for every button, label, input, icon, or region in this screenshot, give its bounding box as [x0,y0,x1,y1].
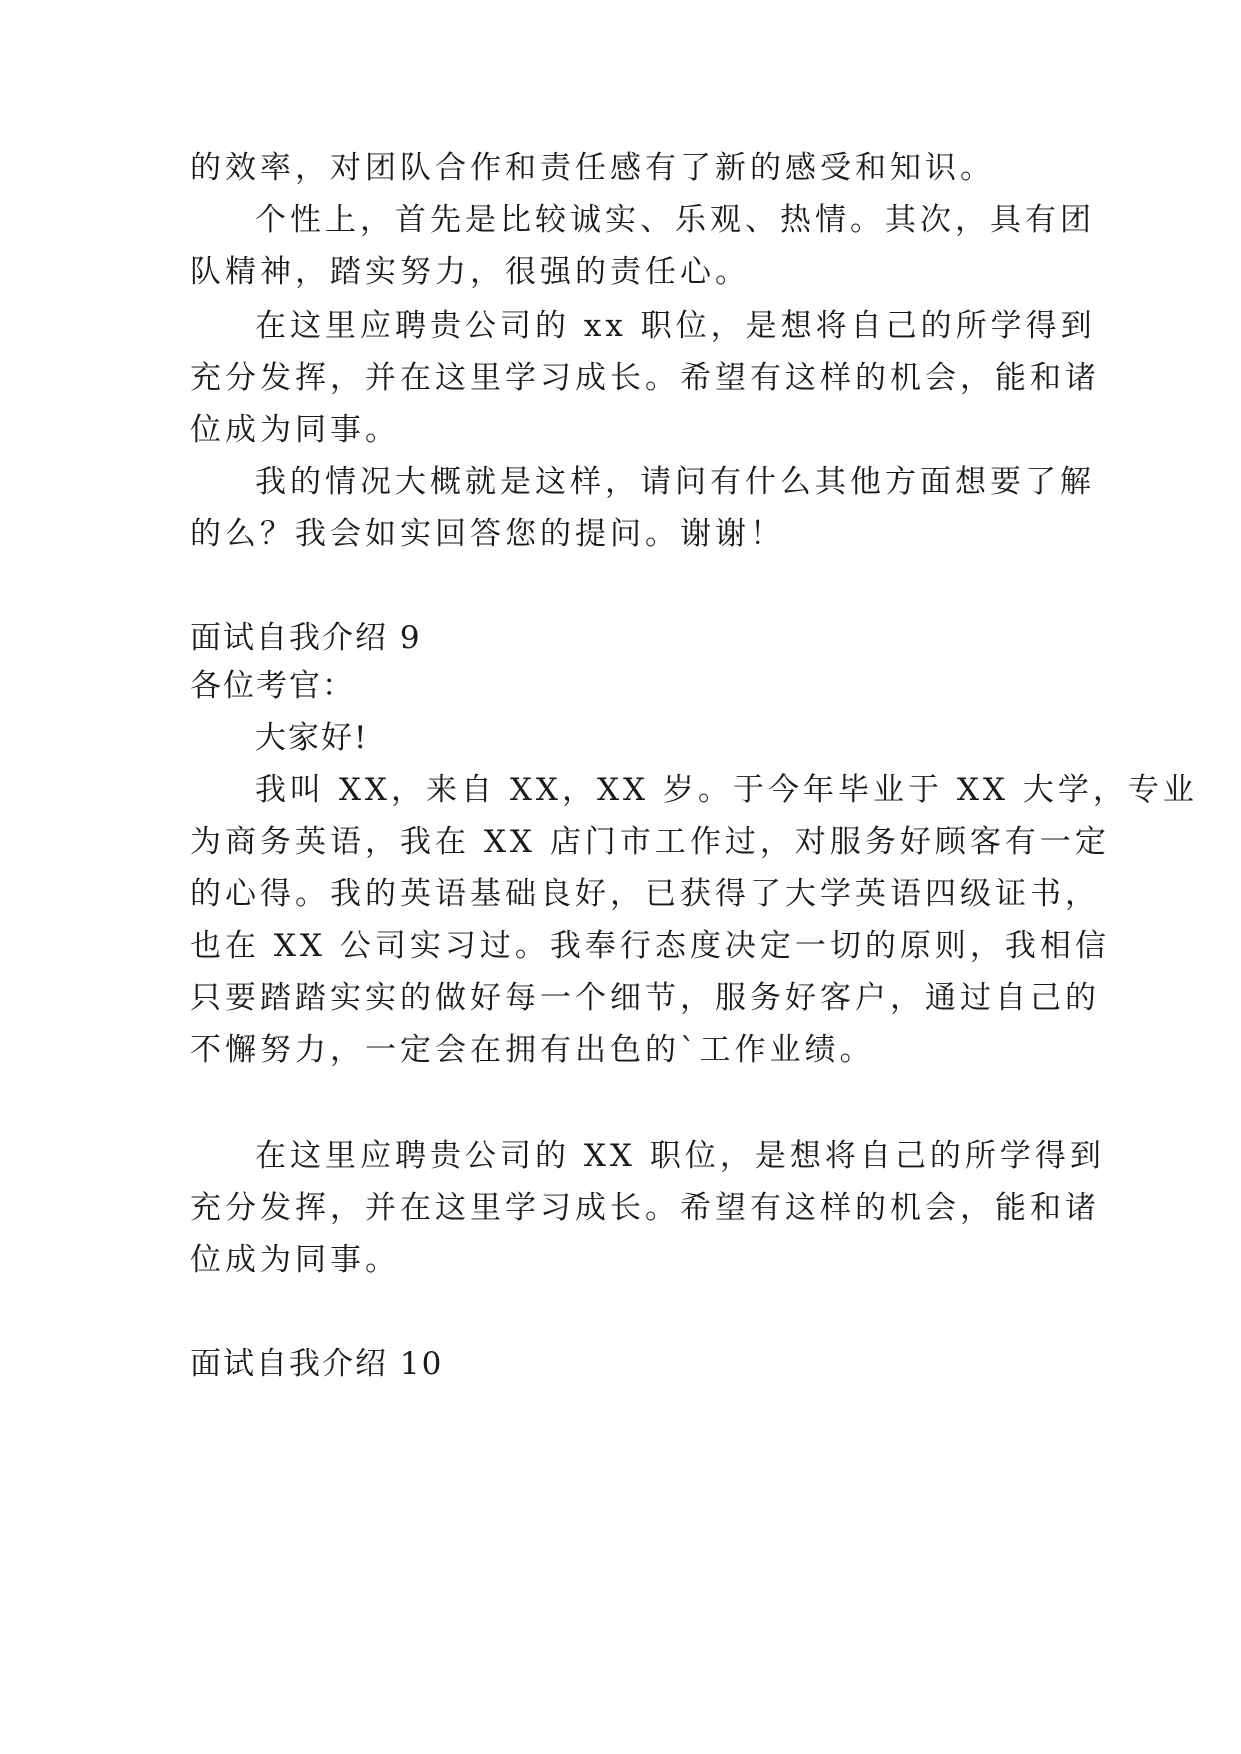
paragraph-line: 位成为同事。 [190,412,400,448]
paragraph-line: 在这里应聘贵公司的 XX 职位，是想将自己的所学得到 [255,1138,1105,1174]
paragraph-line: 也在 XX 公司实习过。我奉行态度决定一切的原则，我相信 [190,928,1110,964]
salutation: 各位考官： [190,668,355,704]
paragraph-line: 充分发挥，并在这里学习成长。希望有这样的机会，能和诸 [190,1190,1100,1226]
paragraph-line: 的么？我会如实回答您的提问。谢谢！ [190,516,785,552]
paragraph-line: 的心得。我的英语基础良好，已获得了大学英语四级证书， [190,876,1100,912]
paragraph-line: 不懈努力，一定会在拥有出色的`工作业绩。 [190,1032,875,1068]
paragraph-line: 我的情况大概就是这样，请问有什么其他方面想要了解 [255,464,1095,500]
section-title: 面试自我介绍 9 [190,620,422,656]
greeting: 大家好! [255,720,369,756]
paragraph-line: 只要踏踏实实的做好每一个细节，服务好客户，通过自己的 [190,980,1100,1016]
paragraph-line: 为商务英语，我在 XX 店门市工作过，对服务好顾客有一定 [190,824,1110,860]
section-title: 面试自我介绍 10 [190,1346,444,1382]
paragraph-line: 在这里应聘贵公司的 xx 职位，是想将自己的所学得到 [255,308,1096,344]
paragraph-line: 位成为同事。 [190,1242,400,1278]
paragraph-line: 个性上，首先是比较诚实、乐观、热情。其次，具有团 [255,202,1095,238]
paragraph-line: 充分发挥，并在这里学习成长。希望有这样的机会，能和诸 [190,360,1100,396]
paragraph-line: 队精神，踏实努力，很强的责任心。 [190,254,750,290]
paragraph-line: 我叫 XX，来自 XX，XX 岁。于今年毕业于 XX 大学，专业 [255,772,1198,808]
paragraph-line: 的效率，对团队合作和责任感有了新的感受和知识。 [190,150,995,186]
